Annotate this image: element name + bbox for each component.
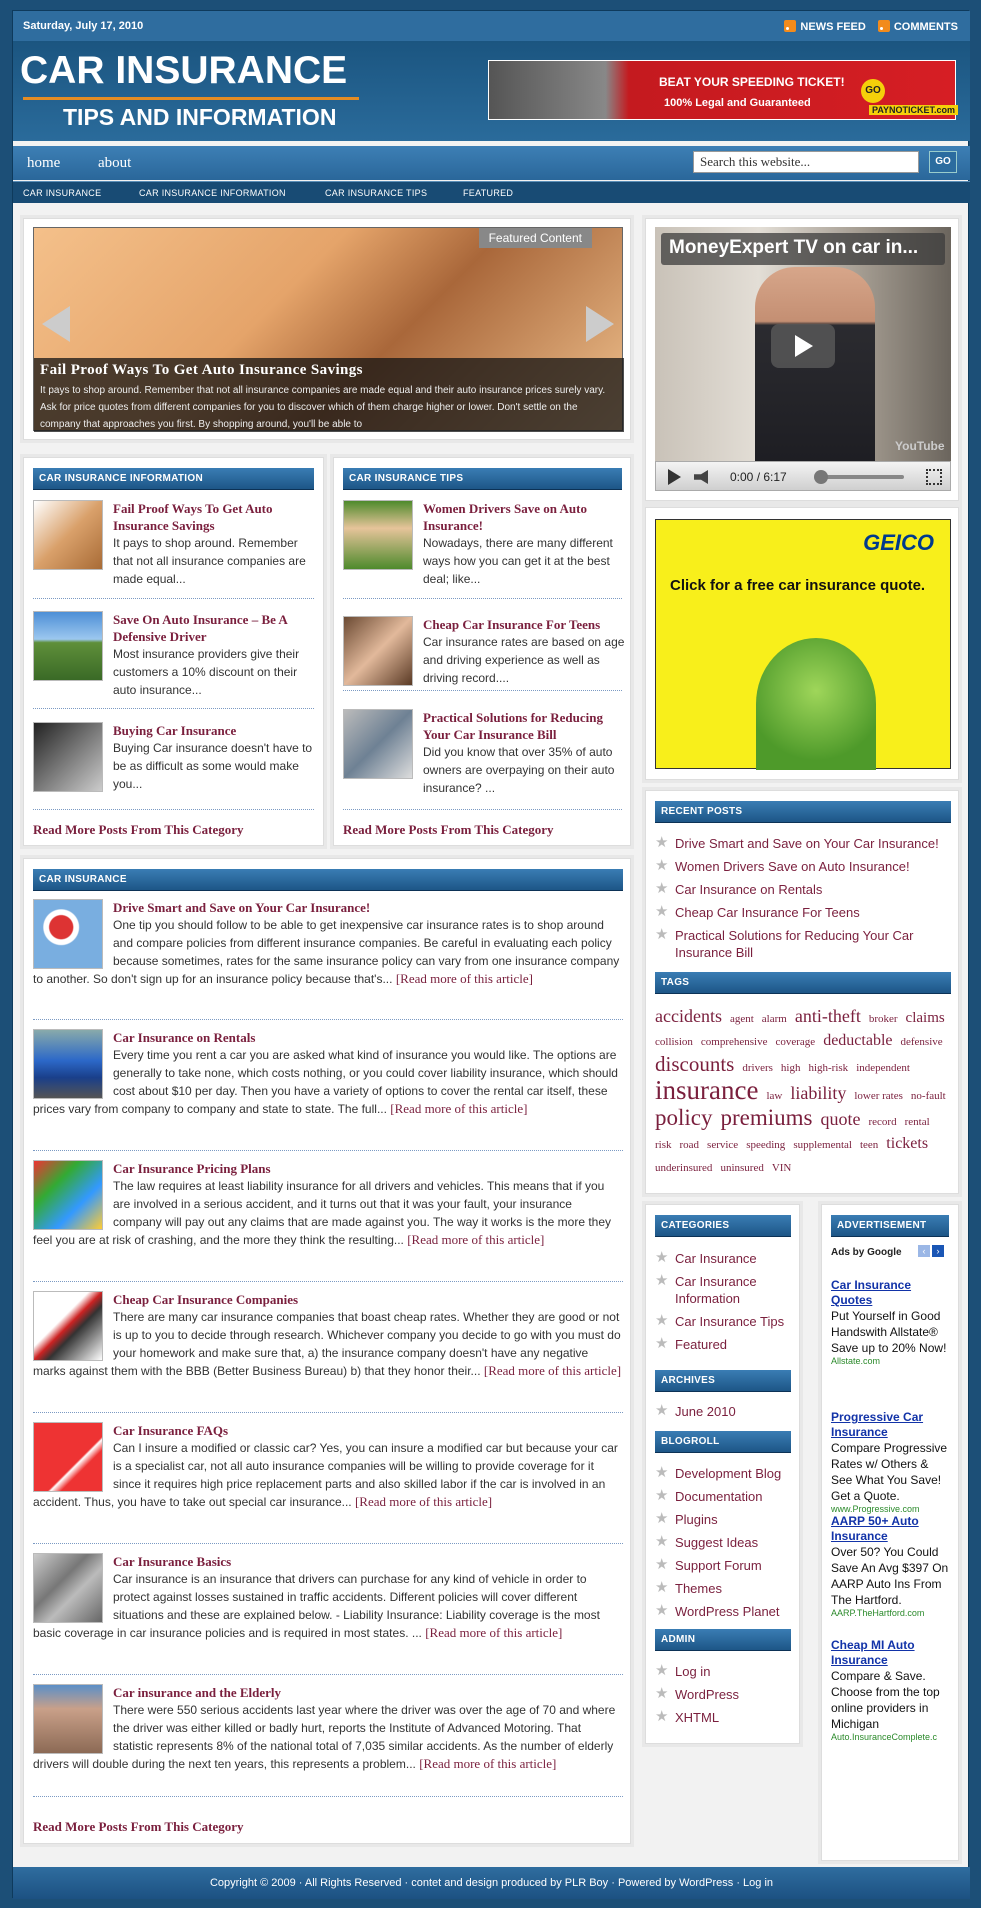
tag-link[interactable]: liability (790, 1083, 847, 1103)
post-title[interactable]: Buying Car Insurance (113, 723, 237, 738)
ads-by-google-label: Ads by Google (831, 1247, 902, 1258)
read-more-article-link[interactable]: [Read more of this article] (354, 1494, 493, 1509)
post-excerpt (33, 1570, 623, 1642)
section-heading: ARCHIVES (655, 1370, 791, 1392)
geico-ad-text: Click for a free car insurance quote. (670, 577, 926, 594)
list-item (343, 500, 625, 588)
tag-link[interactable]: uninsured (720, 1162, 764, 1174)
section-heading: TAGS (655, 972, 951, 994)
tag-link[interactable]: road (679, 1139, 700, 1151)
tag-link[interactable]: high (780, 1062, 801, 1074)
recent-post-link[interactable]: ★ Cheap Car Insurance For Teens (655, 904, 951, 921)
section-heading: CAR INSURANCE INFORMATION (33, 468, 314, 490)
recent-tags-widget (645, 790, 959, 1194)
post-excerpt: Buying Car insurance doesn't have to be as difficult as some would make you... (113, 741, 313, 791)
divider (33, 809, 314, 810)
admin-list (655, 1663, 795, 1732)
blogroll-link[interactable]: ★ WordPress Planet (655, 1603, 795, 1620)
site-logo-tagline[interactable]: TIPS AND INFORMATION (63, 104, 337, 130)
category-link[interactable]: ★ Car Insurance Information (655, 1273, 795, 1307)
google-ad (831, 1410, 949, 1514)
category-link[interactable]: ★ Car Insurance (655, 1250, 795, 1267)
tag-link[interactable]: no-fault (910, 1090, 946, 1102)
ad-description: Over 50? You Could Save An Avg $397 On AARP Auto Ins From The Hartford. (831, 1545, 949, 1607)
featured-title[interactable]: Fail Proof Ways To Get Auto Insurance Savings (40, 362, 363, 378)
page (12, 10, 969, 1898)
post-excerpt-text: Car insurance is an insurance that drivers can purchase for any kind of vehicle in order to protect against losses sustained in traffic accidents. Different policies will cover different situations and these are explained below. - Liability Insurance: Liability coverage is the most basic coverage in car insurance policies and is required in most states. ... (33, 1572, 600, 1640)
tag-link[interactable]: high-risk (808, 1062, 849, 1074)
info-section (23, 457, 324, 846)
video-player[interactable] (655, 227, 951, 461)
teen-thumbnail[interactable] (343, 616, 413, 686)
read-more-article-link[interactable]: [Read more of this article] (483, 1363, 622, 1378)
recent-post-link[interactable]: ★ Women Drivers Save on Auto Insurance! (655, 858, 951, 875)
youtube-logo[interactable]: YouTube (895, 439, 945, 453)
archive-link[interactable]: ★ June 2010 (655, 1403, 795, 1420)
play-control-icon[interactable] (668, 469, 681, 485)
section-heading: ADMIN (655, 1629, 791, 1651)
post-title[interactable]: Save On Auto Insurance – Be A Defensive Driver (113, 612, 288, 644)
divider (343, 598, 622, 599)
post-title[interactable]: Car Insurance on Rentals (113, 1030, 256, 1045)
recent-post-link[interactable]: ★ Drive Smart and Save on Your Car Insurance! (655, 835, 951, 852)
tag-cloud (655, 1005, 951, 1179)
tag-link[interactable]: record (868, 1116, 897, 1128)
list-item (33, 1029, 623, 1118)
list-item (33, 1553, 623, 1642)
tag-link[interactable]: quote (820, 1109, 861, 1129)
ad-url[interactable]: Allstate.com (831, 1356, 881, 1366)
featured-label: Featured Content (479, 228, 592, 248)
car-keys-thumbnail[interactable] (33, 722, 103, 792)
tag-link[interactable]: defensive (900, 1036, 943, 1048)
subnav-car-insurance-tips[interactable]: CAR INSURANCE TIPS (325, 188, 428, 198)
divider (33, 1281, 623, 1282)
post-thumbnail[interactable] (33, 1160, 103, 1230)
post-thumbnail[interactable] (33, 1684, 103, 1754)
comments-feed-link[interactable] (878, 20, 958, 33)
post-excerpt: Car insurance rates are based on age and driving experience as well as driving record.... (423, 635, 625, 685)
section-heading: CAR INSURANCE (33, 869, 623, 891)
divider (33, 1150, 623, 1151)
ad-description: Compare Progressive Rates w/ Others & See What You Save! Get a Quote. (831, 1441, 948, 1503)
post-title[interactable]: Cheap Car Insurance For Teens (423, 617, 601, 632)
post-excerpt-text: There are many car insurance companies that boast cheap rates. Whether they are good or not is up to you to decide through research. Whichever company you decide to go with you must do your homework and make sure that, a) the insurance company doesn't have any negative marks against them with the BBB (Better Business Bureau) b) that they honor their... (33, 1310, 621, 1378)
divider (343, 690, 622, 691)
tag-link[interactable]: independent (856, 1062, 910, 1074)
divider (33, 1796, 623, 1797)
divider (33, 1019, 623, 1020)
banner-headline: BEAT YOUR SPEEDING TICKET! (659, 75, 845, 89)
tag-link[interactable]: drivers (742, 1062, 773, 1074)
divider (33, 708, 314, 709)
featured-excerpt: It pays to shop around. Remember that not all insurance companies are made equal and their auto insurance prices surely vary. Ask for price quotes from different companies for you to discover which of them charge higher or lower. Don't settle on the company that approaches you first. By shopping around, you'll be able to (40, 385, 606, 430)
post-title[interactable]: Drive Smart and Save on Your Car Insurance! (113, 900, 371, 915)
divider (33, 1412, 623, 1413)
post-excerpt: Did you know that over 35% of auto owners are overpaying on their auto insurance? ... (423, 745, 615, 795)
fullscreen-icon[interactable] (926, 469, 942, 485)
section-heading: BLOGROLL (655, 1431, 791, 1453)
featured-image[interactable] (33, 227, 623, 431)
read-more-article-link[interactable]: [Read more of this article] (390, 1101, 528, 1116)
post-excerpt-text: Can I insure a modified or classic car? Yes, you can insure a modified car but because your car is a specialist car, not all auto insurance companies will be willing to provide coverage for it since it requires high price replacement parts and also skilled labor if the car is involved in an accident. Thus, you have to take out special car insurance... (33, 1441, 618, 1509)
comments-feed-label: COMMENTS (893, 21, 958, 33)
tag-link[interactable]: rental (904, 1116, 930, 1128)
play-button[interactable] (771, 324, 835, 368)
divider (33, 1674, 623, 1675)
post-title[interactable]: Car insurance and the Elderly (113, 1685, 282, 1700)
post-excerpt (33, 1308, 623, 1380)
ad-description: Put Yourself in Good Handswith Allstate® Save up to 20% Now! (831, 1309, 947, 1355)
ads-next-icon[interactable]: › (932, 1245, 944, 1257)
read-more-category-link[interactable]: Read More Posts From This Category (343, 822, 554, 837)
list-item (33, 1160, 623, 1249)
post-excerpt: Nowadays, there are many different ways how you can get it at the best deal; like... (423, 536, 613, 586)
tag-link[interactable]: alarm (761, 1013, 787, 1025)
tag-link[interactable]: lower rates (854, 1090, 903, 1102)
top-bar (13, 11, 970, 41)
subnav-featured[interactable]: FEATURED (463, 188, 514, 198)
category-link[interactable]: ★ Car Insurance Tips (655, 1313, 795, 1330)
header (13, 41, 970, 141)
tag-link[interactable]: agent (729, 1013, 754, 1025)
post-excerpt-text: Every time you rent a car you are asked what kind of insurance you would like. The options are generally to take none, which costs nothing, or you could cover liability insurance, which should cost about $10 per day. Then you have a variety of options to cover the rental car itself, these prices vary from company to company and state to state. The full... (33, 1048, 618, 1116)
google-ad (831, 1638, 949, 1742)
ad-url[interactable]: AARP.TheHartford.com (831, 1608, 925, 1618)
admin-link[interactable]: ★ XHTML (655, 1709, 795, 1726)
post-excerpt-text: There were 550 serious accidents last year where the driver was over the age of 70 and where the driver was either killed or badly hurt, reports the Institute of Advanced Motoring. That statistic represents 8% of the national total of 7,035 similar accidents. As the number of elderly drivers will double during the next ten years, this represents a problem... (33, 1703, 616, 1771)
tag-link[interactable]: premiums (720, 1105, 813, 1130)
list-item (33, 722, 318, 793)
categories-list (655, 1250, 795, 1359)
post-title[interactable]: Cheap Car Insurance Companies (113, 1292, 299, 1307)
post-excerpt-text: One tip you should follow to be able to get inexpensive car insurance rates is to shop around and compare policies from different insurance companies. Be careful in evaluating each policy because sometimes, rates for the same insurance policy can vary from one insurance company to another. So don't sign up for an insurance policy because that's... (33, 918, 620, 986)
nav-home[interactable]: home (27, 155, 61, 171)
tag-link[interactable]: discounts (655, 1052, 735, 1076)
read-more-category-link[interactable]: Read More Posts From This Category (33, 1819, 244, 1834)
featured-caption (34, 358, 624, 432)
post-title[interactable]: Fail Proof Ways To Get Auto Insurance Savings (113, 501, 273, 533)
list-item (33, 1422, 623, 1511)
tag-link[interactable]: accidents (655, 1006, 722, 1026)
ad-title-link[interactable]: Car Insurance Quotes (831, 1278, 912, 1307)
subnav-car-insurance-information[interactable]: CAR INSURANCE INFORMATION (139, 188, 286, 198)
section-heading: ADVERTISEMENT (831, 1215, 949, 1237)
play-icon (795, 335, 813, 357)
list-item (33, 899, 623, 988)
ad-title-link[interactable]: AARP 50+ Auto Insurance (831, 1514, 919, 1543)
ad-title-link[interactable]: Progressive Car Insurance (831, 1410, 924, 1439)
blogroll-link[interactable]: ★ Documentation (655, 1488, 795, 1505)
tag-link[interactable]: service (707, 1139, 739, 1151)
list-item (343, 616, 625, 687)
video-widget (645, 218, 959, 501)
tag-link[interactable]: comprehensive (700, 1036, 768, 1048)
tips-section (333, 457, 631, 846)
divider (33, 1543, 623, 1544)
car-insurance-section (23, 858, 631, 1844)
post-title[interactable]: Women Drivers Save on Auto Insurance! (423, 501, 587, 533)
tag-link[interactable]: teen (859, 1139, 879, 1151)
ad-title-link[interactable]: Cheap MI Auto Insurance (831, 1638, 915, 1667)
post-excerpt (33, 1177, 623, 1249)
post-thumbnail[interactable] (33, 1291, 103, 1361)
banner-brand: PAYNOTICKET.com (869, 105, 958, 115)
google-ad (831, 1514, 949, 1618)
tag-link[interactable]: anti-theft (794, 1006, 861, 1026)
list-item (343, 709, 625, 797)
geico-ad[interactable] (655, 519, 951, 769)
category-link[interactable]: ★ Featured (655, 1336, 795, 1353)
video-controls (655, 461, 951, 491)
gecko-mascot (756, 638, 876, 770)
tag-link[interactable]: supplemental (793, 1139, 852, 1151)
slider-next-arrow-icon[interactable] (586, 306, 614, 342)
road-thumbnail[interactable] (33, 611, 103, 681)
list-item (33, 500, 318, 588)
tag-link[interactable]: collision (655, 1036, 693, 1048)
blogroll-link[interactable]: ★ Themes (655, 1580, 795, 1597)
tag-link[interactable]: insurance (655, 1075, 759, 1105)
post-excerpt (33, 916, 623, 988)
tag-link[interactable]: risk (655, 1139, 672, 1151)
nav-about[interactable]: about (98, 155, 132, 171)
geico-ad-widget (645, 507, 959, 780)
tag-link[interactable]: claims (905, 1010, 945, 1026)
news-feed-label: NEWS FEED (800, 21, 866, 33)
blogroll-link[interactable]: ★ Development Blog (655, 1465, 795, 1482)
ad-description: Compare & Save. Choose from the top online providers in Michigan (831, 1669, 940, 1731)
rss-icon (878, 20, 890, 32)
post-excerpt (33, 1439, 623, 1511)
piggy-bank-thumbnail[interactable] (33, 500, 103, 570)
archives-list (655, 1403, 795, 1426)
main-nav (13, 146, 970, 180)
search-input[interactable]: Search this website... (693, 151, 919, 173)
blogroll-list (655, 1465, 795, 1626)
advertisement-widget (821, 1204, 959, 1861)
post-thumbnail[interactable] (33, 1553, 103, 1623)
post-excerpt-text: The law requires at least liability insurance for all drivers and vehicles. This means that if you are involved in a serious accident, and it turns out that it was your fault, your insurance company will pay out any claims that are made against you. The way it works is the more they feel you are at risk of crashing, and the more they think the resulting... (33, 1179, 612, 1247)
post-title[interactable]: Car Insurance FAQs (113, 1423, 229, 1438)
tag-link[interactable]: law (766, 1090, 783, 1102)
tag-link[interactable]: broker (868, 1013, 898, 1025)
search-go-button[interactable]: GO (929, 151, 957, 173)
header-ad-banner[interactable] (488, 60, 956, 120)
logo-underline (23, 97, 359, 100)
featured-slider (23, 218, 631, 440)
list-item (33, 1684, 623, 1773)
recent-posts-list (655, 835, 951, 967)
post-title[interactable]: Practical Solutions for Reducing Your Car Insurance Bill (423, 710, 603, 742)
tag-link[interactable]: underinsured (655, 1162, 713, 1174)
post-thumbnail[interactable] (33, 899, 103, 969)
admin-link[interactable]: ★ Log in (655, 1663, 795, 1680)
blogroll-link[interactable]: ★ Suggest Ideas (655, 1534, 795, 1551)
date-text: Saturday, July 17, 2010 (23, 20, 144, 32)
ad-url[interactable]: www.Progressive.com (831, 1504, 920, 1514)
blogroll-link[interactable]: ★ Support Forum (655, 1557, 795, 1574)
post-thumbnail[interactable] (33, 1422, 103, 1492)
rss-icon (784, 20, 796, 32)
admin-link[interactable]: ★ WordPress (655, 1686, 795, 1703)
list-item (33, 611, 318, 699)
read-more-article-link[interactable]: [Read more of this article] (425, 1625, 563, 1640)
ads-prev-icon[interactable]: ‹ (918, 1245, 930, 1257)
tag-link[interactable]: coverage (775, 1036, 816, 1048)
video-progress-bar[interactable] (816, 475, 904, 479)
ad-url[interactable]: Auto.InsuranceComplete.c (831, 1732, 938, 1742)
tag-link[interactable]: tickets (886, 1135, 929, 1152)
section-heading: CAR INSURANCE TIPS (343, 468, 622, 490)
site-logo-title[interactable]: CAR INSURANCE (20, 49, 348, 92)
read-more-category-link[interactable]: Read More Posts From This Category (33, 822, 244, 837)
post-excerpt (33, 1046, 623, 1118)
read-more-article-link[interactable]: [Read more of this article] (407, 1232, 545, 1247)
geico-logo: GEICO (863, 530, 934, 555)
woman-driver-thumbnail[interactable] (343, 500, 413, 570)
footer: Copyright © 2009 · All Rights Reserved · contet and design produced by PLR Boy · Powered by WordPress · Log in (13, 1867, 970, 1899)
divider (343, 809, 622, 810)
divider (33, 598, 314, 599)
read-more-article-link[interactable]: [Read more of this article] (395, 971, 533, 986)
tag-link[interactable]: speeding (746, 1139, 786, 1151)
tag-link[interactable]: deductable (823, 1032, 893, 1049)
tag-link[interactable]: VIN (771, 1162, 792, 1174)
subnav-car-insurance[interactable]: CAR INSURANCE (23, 188, 102, 198)
feed-links (784, 20, 958, 33)
category-nav (13, 181, 970, 203)
progress-handle[interactable] (814, 470, 828, 484)
list-item (33, 1291, 623, 1380)
video-time: 0:00 / 6:17 (730, 470, 787, 484)
banner-subline: 100% Legal and Guaranteed (664, 97, 811, 109)
news-feed-link[interactable] (784, 20, 865, 33)
post-title[interactable]: Car Insurance Pricing Plans (113, 1161, 271, 1176)
banner-go-badge: GO (861, 79, 885, 103)
video-title[interactable]: MoneyExpert TV on car in... (661, 233, 945, 265)
volume-icon[interactable] (694, 470, 714, 484)
sidebar-lists (645, 1204, 800, 1744)
recent-post-link[interactable]: ★ Car Insurance on Rentals (655, 881, 951, 898)
read-more-article-link[interactable]: [Read more of this article] (419, 1756, 557, 1771)
recent-post-link[interactable]: ★ Practical Solutions for Reducing Your Car Insurance Bill (655, 927, 951, 961)
post-excerpt (33, 1701, 623, 1773)
post-title[interactable]: Car Insurance Basics (113, 1554, 232, 1569)
post-thumbnail[interactable] (33, 1029, 103, 1099)
bills-thumbnail[interactable] (343, 709, 413, 779)
post-excerpt: Most insurance providers give their customers a 10% discount on their auto insurance... (113, 647, 300, 697)
google-ad (831, 1278, 949, 1366)
blogroll-link[interactable]: ★ Plugins (655, 1511, 795, 1528)
slider-prev-arrow-icon[interactable] (42, 306, 70, 342)
section-heading: RECENT POSTS (655, 801, 951, 823)
post-excerpt: It pays to shop around. Remember that not all insurance companies are made equal... (113, 536, 306, 586)
section-heading: CATEGORIES (655, 1215, 791, 1237)
tag-link[interactable]: policy (655, 1105, 713, 1130)
